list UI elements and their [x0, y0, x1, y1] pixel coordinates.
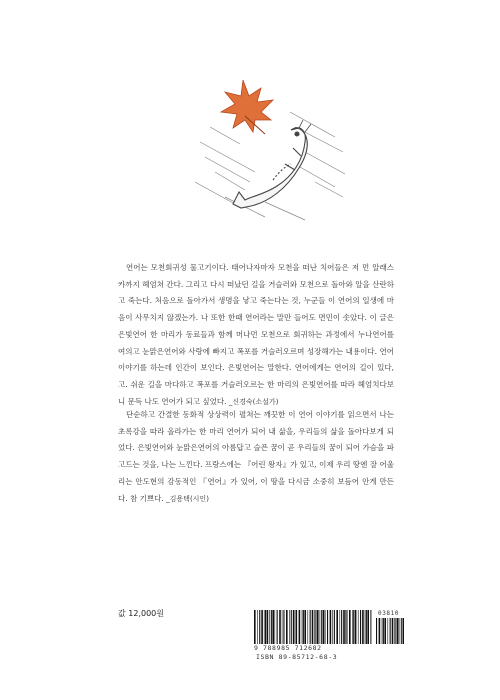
ean-digits: 9 788985 712682 [254, 644, 322, 652]
price-label: 값 12,000원 [118, 609, 164, 618]
ean-barcode-icon [254, 610, 372, 644]
water-lines-icon [195, 112, 345, 220]
review-signature: _김용택(시인) [166, 494, 209, 503]
review-paragraph-2 [118, 407, 394, 507]
review-signature: _신경숙(소설가) [228, 397, 279, 406]
review-paragraph-1 [118, 260, 394, 410]
maple-leaf-icon [221, 80, 273, 134]
isbn-number: ISBN 89-85712-68-3 [256, 653, 338, 661]
addon-barcode-icon [376, 618, 404, 644]
salmon-illustration [195, 72, 345, 222]
salmon-icon [233, 120, 311, 208]
barcode [254, 610, 404, 660]
review-text: 연어는 모천회귀성 물고기이다. 태어나자마자 모천을 떠난 치어들은 저 먼 알래스카까지 헤엄쳐 간다. 그리고 다시 떠났던 길을 거슬러와 모천으로 돌아와 알을 산란하고 죽는다. 처음으로 돌아가서 생명을 낳고 죽는다는 것, 누군들 이 연어의 일생에 마음이 사무치지 않겠는가. 나 또한 한때 연어라는 말만 들어도 면민이 솟았다. 이 글은 은빛연어 한 마리가 동료들과 함께 머나먼 모천으로 회귀하는 과정에서 누나연어를 여의고 눈맑은연어와 사랑에 빠지고 폭포를 거슬러오르며 성장해가는 내용이다. 연어 이야기를 하는데 인간이 보인다. 은빛연어는 말한다. 연어에게는 연어의 길이 있다, 고. 쉬운 길을 마다하고 폭포를 거슬러오르는 한 마리의 은빛연어를 따라 헤엄치다보니 문득 나도 연어가 되고 싶었다. [118, 263, 394, 406]
addon-digits: 03810 [378, 610, 400, 617]
review-text: 단순하고 간결한 동화적 상상력이 펼쳐는 깨끗한 이 연어 이야기를 읽으면서 나는 초록강을 따라 올라가는 한 마리 연어가 되어 내 삶을, 우리들의 삶을 돌아다보게 되었다. 은빛연어와 눈맑은연어의 아름답고 슬픈 꿈이 곧 우리들의 꿈이 되어 가슴을 파고드는 것을, 나는 느낀다. 프랑스에는 『어린 왕자』가 있고, 이제 우리 땅엔 잘 어울리는 안도현의 감동적인 『연어』가 있어, 이 땅을 다시금 소중히 보듬어 안게 만든다. 참 기쁘다. [118, 410, 394, 503]
